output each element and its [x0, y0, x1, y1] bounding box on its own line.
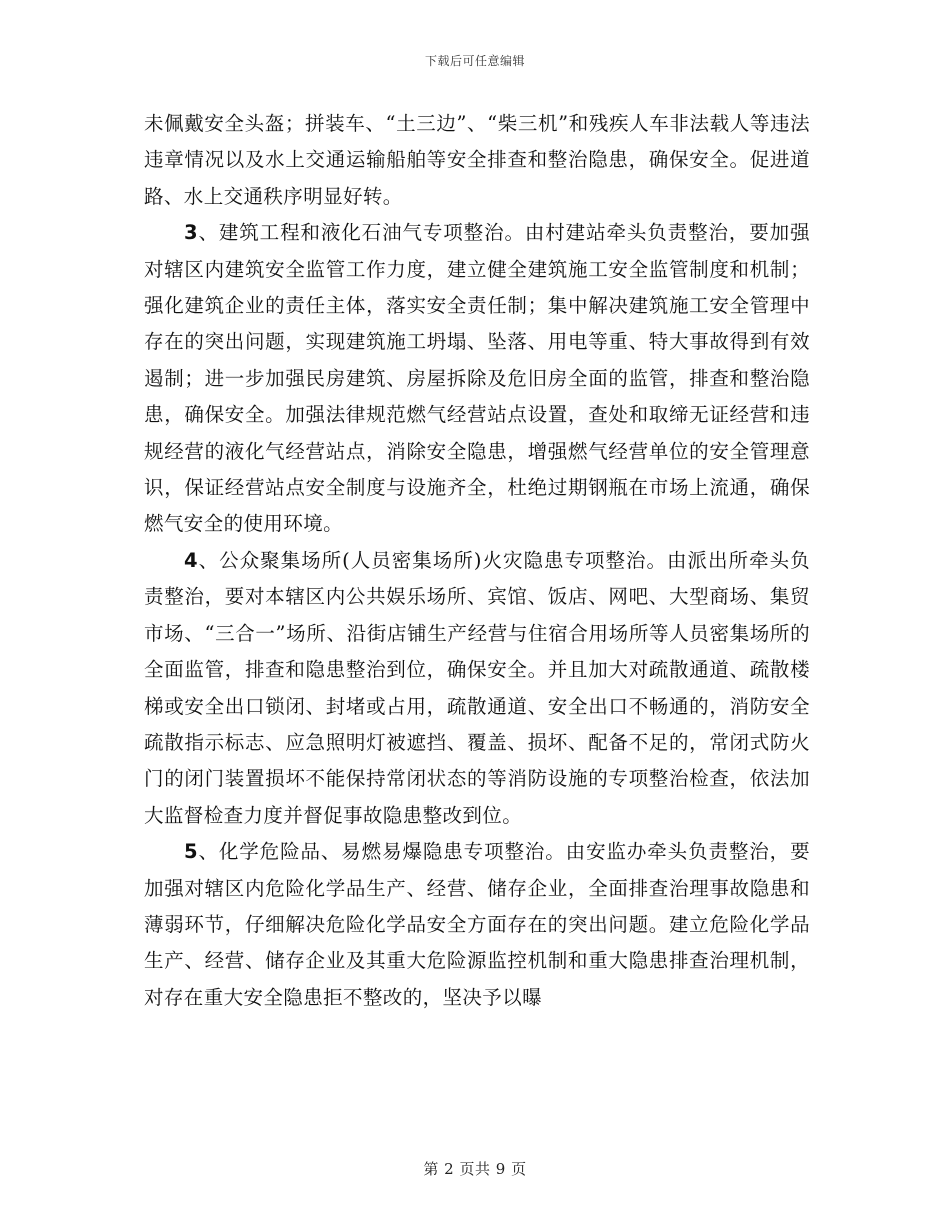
item-number: 5 — [184, 840, 198, 864]
paragraph-item-4 — [144, 543, 810, 834]
paragraph-text: 、公众聚集场所(人员密集场所)火灾隐患专项整治。由派出所牵头负责整治，要对本辖区内公共娱乐场所、宾馆、饭店、网吧、大型商场、集贸市场、“三合一”场所、沿街店铺生产经营与住宿合用场所等人员密集场所的全面监管，排查和隐患整治到位，确保安全。并且加大对疏散通道、疏散楼梯或安全出口锁闭、封堵或占用，疏散通道、安全出口不畅通的，消防安全疏散指示标志、应急照明灯被遮挡、覆盖、损坏、配备不足的，常闭式防火门的闭门装置损坏不能保持常闭状态的等消防设施的专项整治检查，依法加大监督检查力度并督促事故隐患整改到位。 — [144, 548, 810, 827]
paragraph-continuation — [144, 106, 810, 215]
paragraph-item-3 — [144, 215, 810, 543]
paragraph-text: 、建筑工程和液化石油气专项整治。由村建站牵头负责整治，要加强对辖区内建筑安全监管工作力度，建立健全建筑施工安全监管制度和机制；强化建筑企业的责任主体，落实安全责任制；集中解决建筑施工安全管理中存在的突出问题，实现建筑施工坍塌、坠落、用电等重、特大事故得到有效遏制；进一步加强民房建筑、房屋拆除及危旧房全面的监管，排查和整治隐患，确保安全。加强法律规范燃气经营站点设置，查处和取缔无证经营和违规经营的液化气经营站点，消除安全隐患，增强燃气经营单位的安全管理意识，保证经营站点安全制度与设施齐全，杜绝过期钢瓶在市场上流通，确保燃气安全的使用环境。 — [144, 221, 810, 536]
paragraph-text: 、化学危险品、易燃易爆隐患专项整治。由安监办牵头负责整治，要加强对辖区内危险化学品生产、经营、储存企业，全面排查治理事故隐患和薄弱环节，仔细解决危险化学品安全方面存在的突出问题。建立危险化学品生产、经营、储存企业及其重大危险源监控机制和重大隐患排查治理机制，对存在重大安全隐患拒不整改的，坚决予以曝 — [144, 840, 810, 1009]
page-header: 下载后可任意编辑 — [424, 54, 525, 68]
item-number: 3 — [184, 221, 198, 245]
item-number: 4 — [184, 548, 198, 572]
paragraph-item-5 — [144, 834, 810, 1016]
document-body — [144, 106, 810, 1016]
page-number-footer: 第 2 页共 9 页 — [423, 1160, 527, 1178]
paragraph-text: 未佩戴安全头盔；拼装车、“土三边”、“柴三机”和残疾人车非法载人等违法违章情况以及水上交通运输船舶等安全排查和整治隐患，确保安全。促进道路、水上交通秩序明显好转。 — [144, 112, 810, 208]
